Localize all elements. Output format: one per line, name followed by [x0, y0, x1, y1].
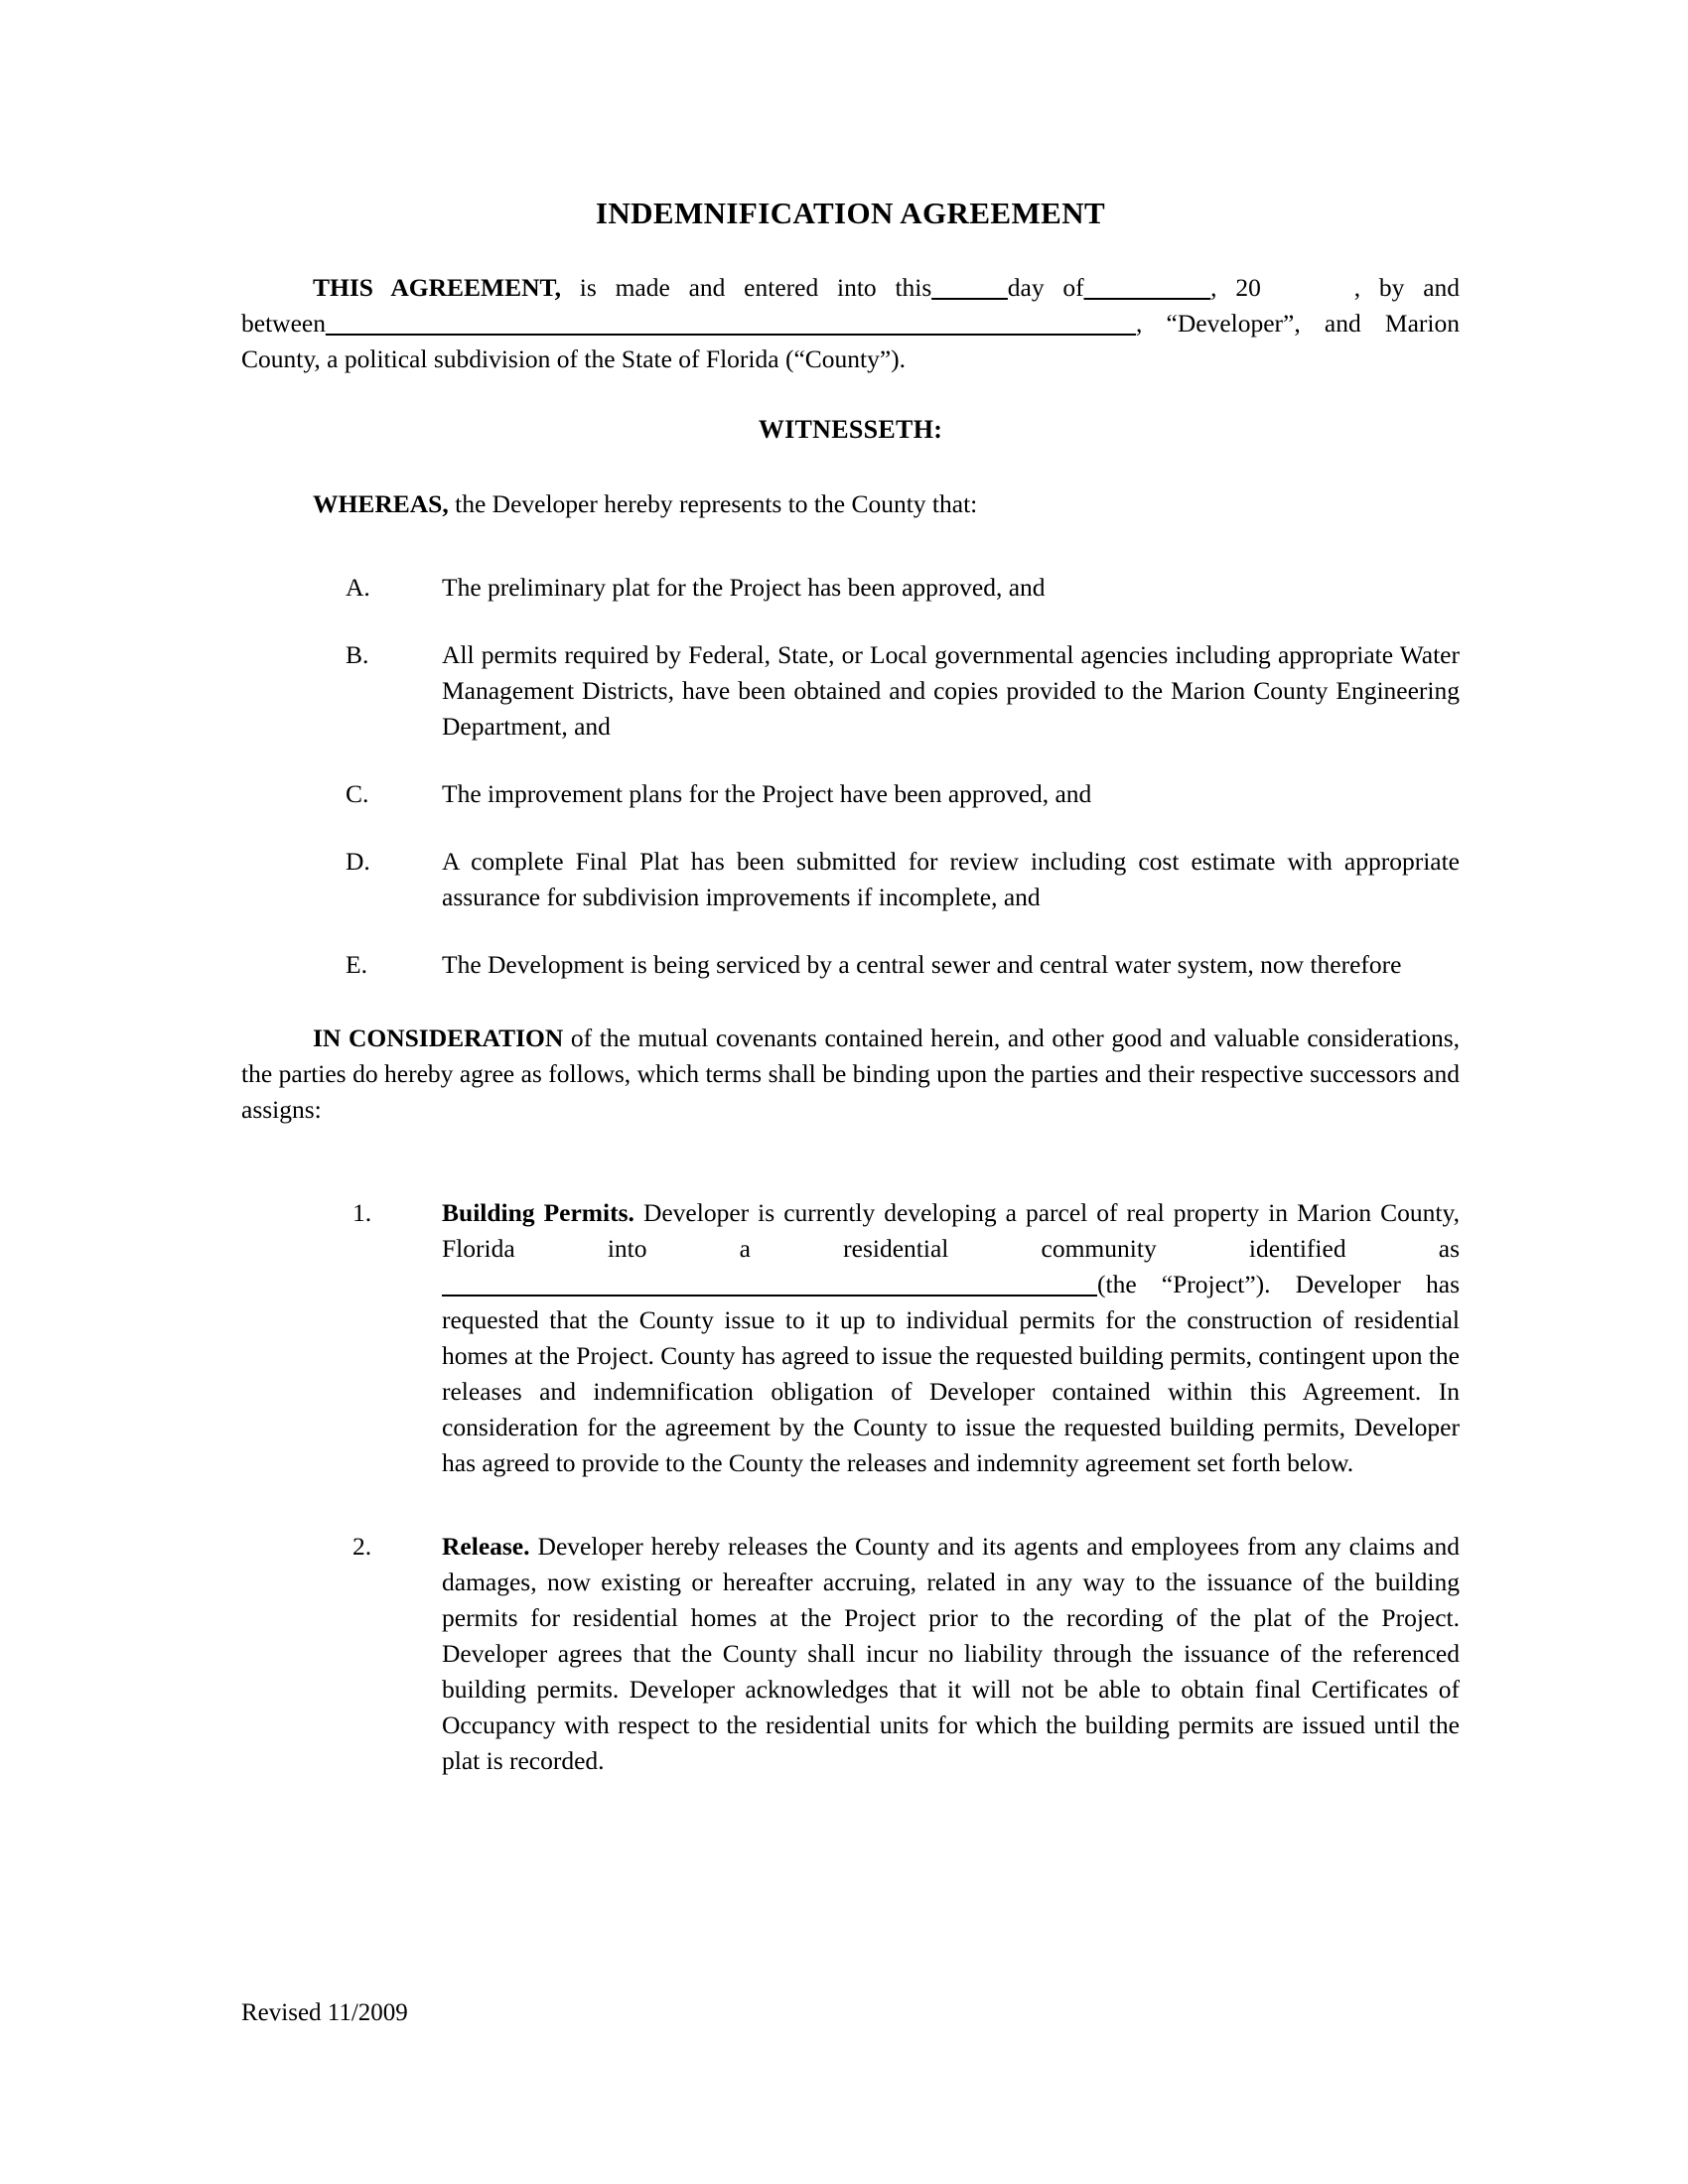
list-item: [241, 947, 1460, 983]
list-item: [241, 776, 1460, 812]
list-item: [241, 1195, 1460, 1481]
recitals-section: [241, 522, 1460, 983]
in-consideration-lead: IN CONSIDERATION: [313, 1024, 564, 1053]
witnesseth-heading: WITNESSETH:: [758, 415, 943, 445]
clause-text-before-blank: Developer is currently developing a parcel of real property in Marion County, Florida into a residential community identified as: [442, 1198, 1460, 1264]
intro-text-e: , “Developer”, and Marion County, a political subdivision of the State of Florida (“County”).: [241, 309, 1460, 374]
recital-marker: A.: [346, 573, 370, 603]
recital-marker: E.: [346, 950, 367, 980]
clauses-list: [241, 1128, 1460, 1779]
intro-text-a: is made and entered into this: [561, 273, 932, 303]
clause-text-after-blank: (the “Project”). Developer has requested that the County issue to it up to individual permits for the construction of residential homes at the Project. County has agreed to issue the requested building permits, contingent upon the releases and indemnification obligation of Developer contained within this Agreement. In consideration for the agreement by the County to issue the requested building permits, Developer has agreed to provide to the County the releases and indemnity agreement set forth below.: [442, 1270, 1460, 1478]
recital-marker: D.: [346, 847, 370, 877]
list-item: [241, 570, 1460, 606]
list-item: [241, 1529, 1460, 1779]
clause-marker: 2.: [352, 1532, 372, 1562]
list-item: [241, 637, 1460, 745]
developer-name-blank[interactable]: ________________________________________________________________: [325, 309, 1136, 339]
clause-heading: Release.: [442, 1532, 530, 1562]
intro-text-d: , by and between: [241, 273, 1461, 339]
whereas-paragraph: [241, 445, 1460, 522]
project-name-blank[interactable]: [442, 1269, 1097, 1297]
recital-text: The improvement plans for the Project have been approved, and: [442, 779, 1092, 809]
whereas-lead: WHEREAS,: [313, 489, 449, 519]
recitals-list: [241, 570, 1460, 983]
recital-text: The Development is being serviced by a central sewer and central water system, now therefore: [442, 950, 1402, 980]
consideration-paragraph: [241, 983, 1460, 1128]
consideration-text: of the mutual covenants contained herein, and other good and valuable considerations, the parties do hereby agree as follows, which terms shall be binding upon the parties and their respective successors and assigns:: [241, 1024, 1461, 1125]
recital-marker: B.: [346, 640, 369, 670]
recital-text: The preliminary plat for the Project has been approved, and: [442, 573, 1046, 603]
intro-text-b: day of: [1007, 273, 1084, 303]
this-agreement-lead: THIS AGREEMENT,: [313, 273, 561, 303]
intro-paragraph: [241, 231, 1460, 377]
clause-heading: Building Permits.: [442, 1198, 634, 1228]
year-blank[interactable]: [1261, 273, 1354, 302]
day-blank[interactable]: ______: [931, 273, 1008, 303]
recital-text: A complete Final Plat has been submitted for review including cost estimate with appropriate assurance for subdivision improvements if incomplete, and: [442, 847, 1460, 912]
page-title: INDEMNIFICATION AGREEMENT: [595, 196, 1106, 230]
month-blank[interactable]: __________: [1083, 273, 1211, 303]
recital-text: All permits required by Federal, State, or Local governmental agencies including appropriate Water Management Districts, have been obtained and copies provided to the Marion County Engineering Department, and: [442, 640, 1460, 742]
whereas-text: the Developer hereby represents to the County that:: [448, 489, 978, 519]
list-item: [241, 844, 1460, 915]
clause-text-before-blank: Developer hereby releases the County and its agents and employees from any claims and damages, now existing or hereafter accruing, related in any way to the issuance of the building permits for residential homes at the Project prior to the recording of the plat of the Project. Developer agrees that the County shall incur no liability through the issuance of the referenced building permits. Developer acknowledges that it will not be able to obtain final Certificates of Occupancy with respect to the residential units for which the building permits are issued until the plat is recorded.: [442, 1532, 1460, 1776]
revision-footer: Revised 11/2009: [241, 1999, 408, 2026]
intro-text-c: , 20: [1210, 273, 1261, 303]
clause-marker: 1.: [352, 1198, 372, 1228]
recital-marker: C.: [346, 779, 369, 809]
document-content: [241, 0, 1460, 1779]
